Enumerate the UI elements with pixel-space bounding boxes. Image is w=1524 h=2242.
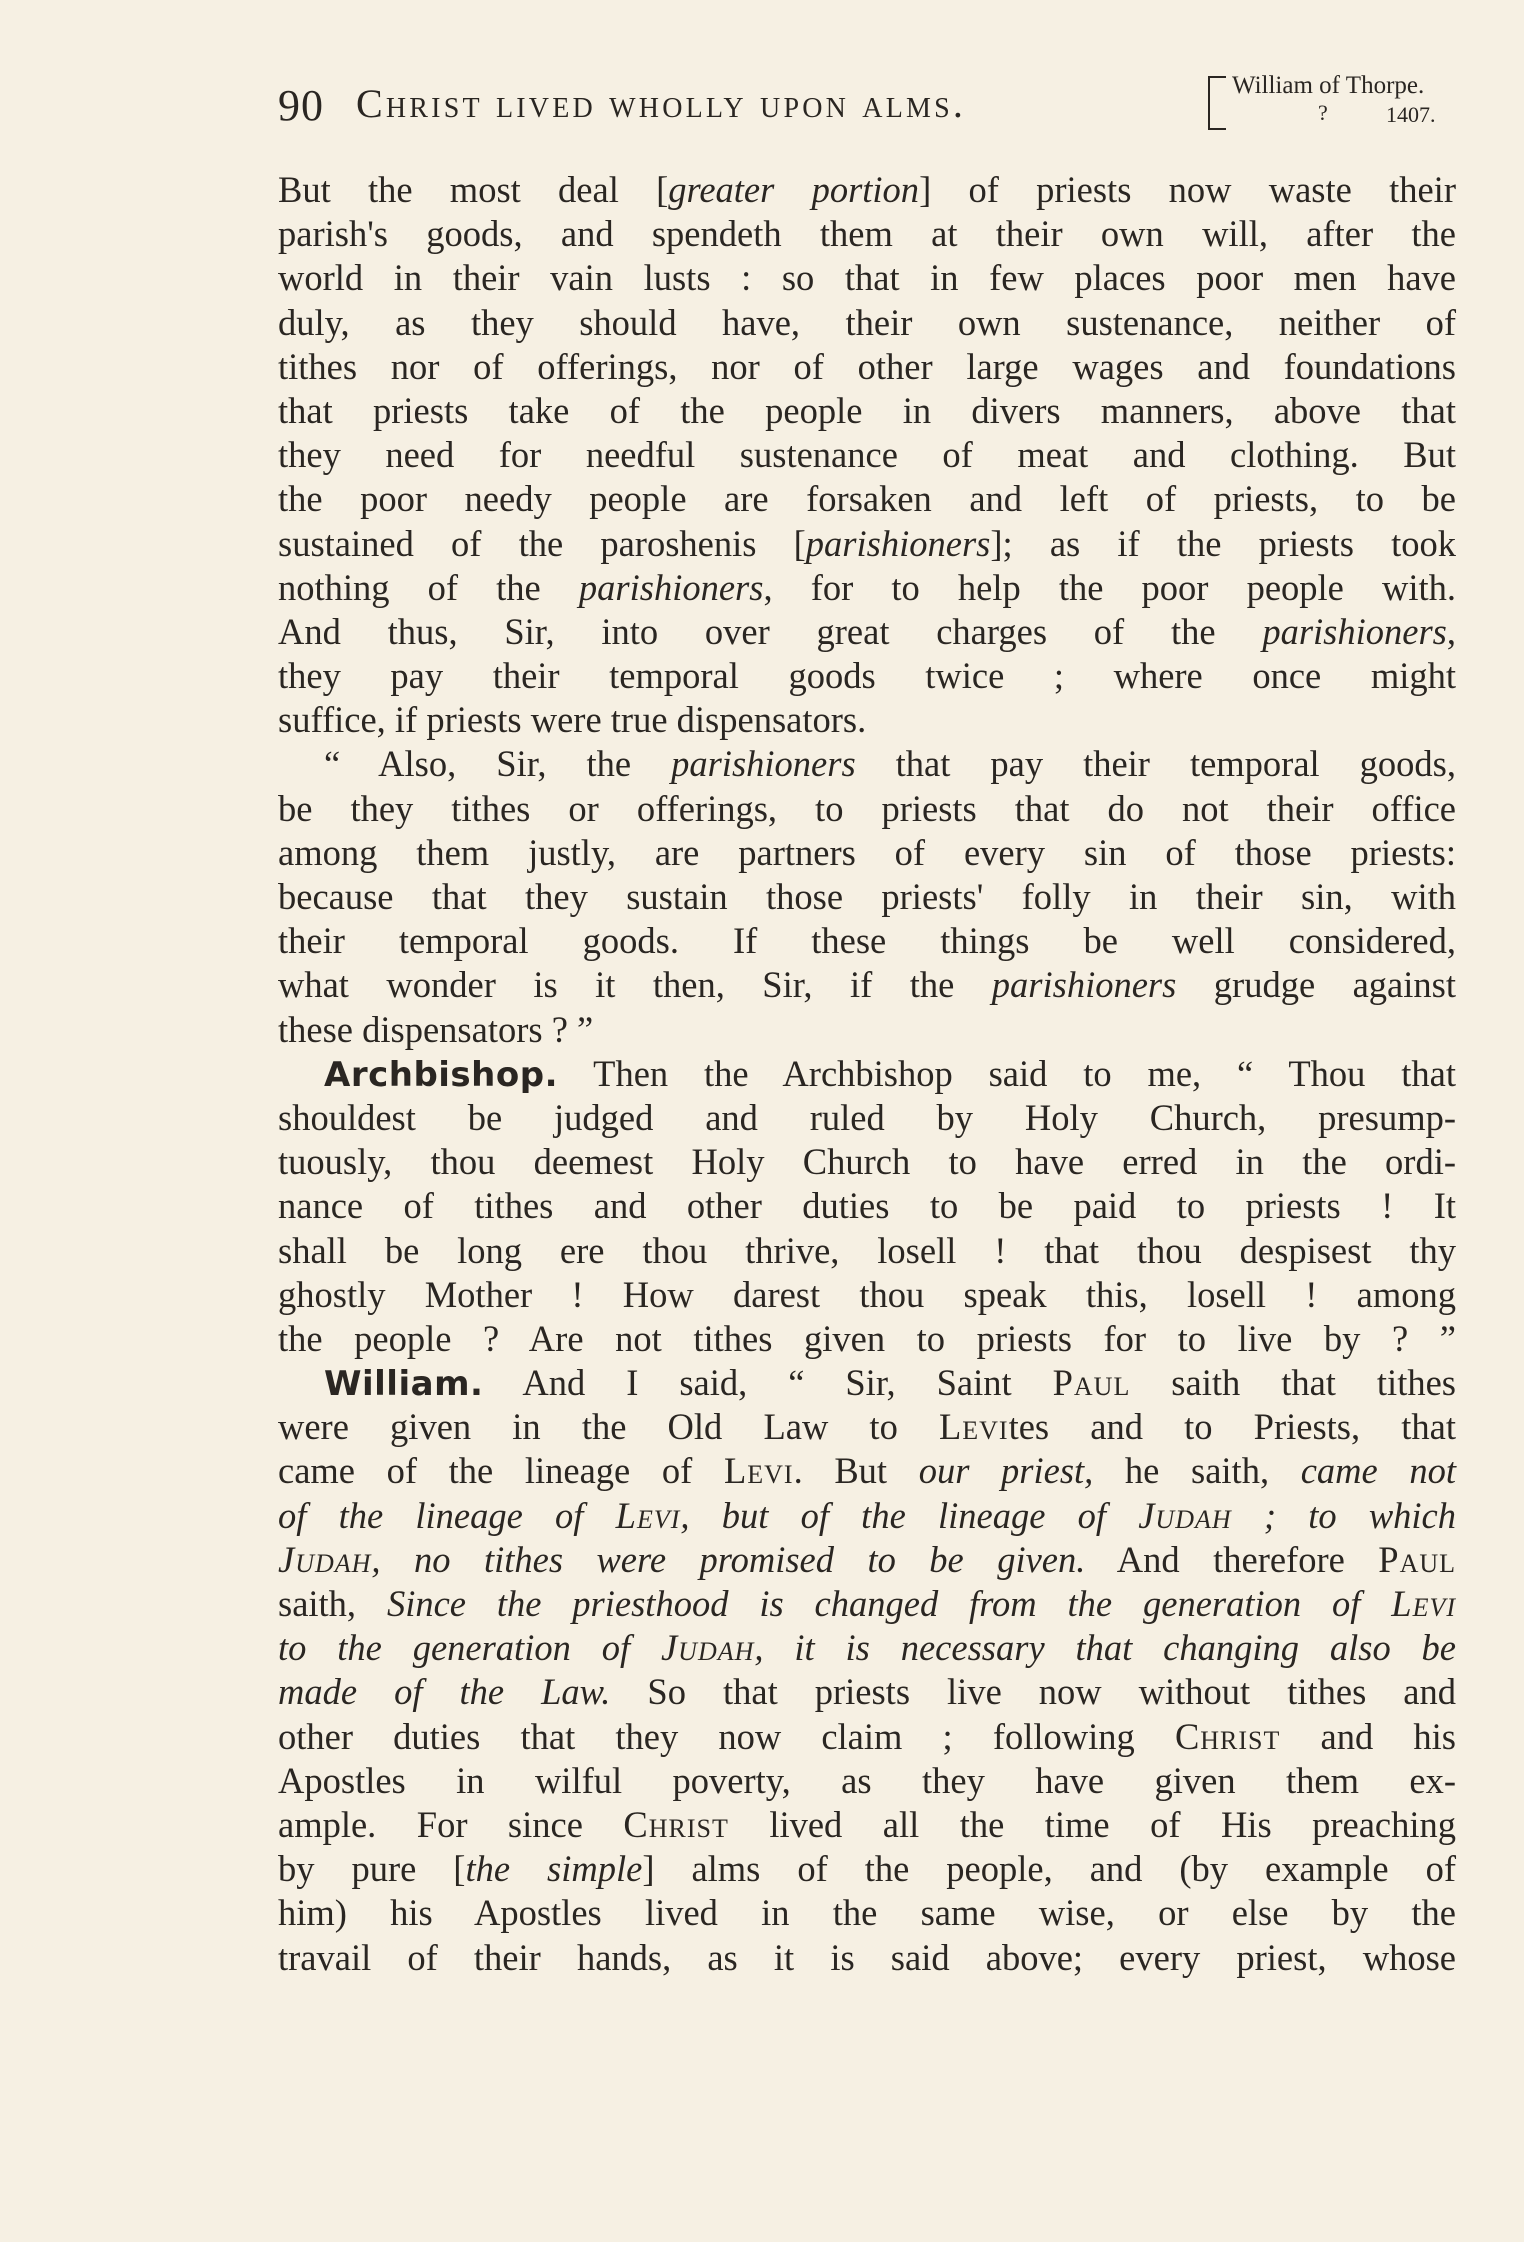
- text-line: “ Also, Sir, the parishioners that pay their temporal goods,: [324, 743, 1456, 785]
- text-line: suffice, if priests were true dispensators.: [278, 699, 867, 741]
- text-line: the poor needy people are forsaken and left of priests, to be: [278, 478, 1456, 520]
- text-line: ample. For since Christ lived all the time of His preaching: [278, 1803, 1456, 1845]
- text-line: tithes nor of offerings, nor of other large wages and foundations: [278, 345, 1456, 387]
- text-line: that priests take of the people in divers manners, above that: [278, 389, 1456, 431]
- text-line: the people ? Are not tithes given to priests for to live by ? ”: [278, 1317, 1456, 1359]
- text-line: Judah, no tithes were promised to be given. And therefore Paul: [278, 1538, 1457, 1580]
- side-note: [1208, 72, 1468, 132]
- text-line: world in their vain lusts : so that in few places poor men have: [278, 257, 1456, 299]
- text-line: nance of tithes and other duties to be paid to priests ! It: [278, 1185, 1456, 1227]
- text-line: ghostly Mother ! How darest thou speak this, losell ! among: [278, 1273, 1456, 1315]
- side-year: 1407.: [1386, 102, 1436, 127]
- text-line: Apostles in wilful poverty, as they have given them ex-: [278, 1759, 1456, 1801]
- running-head: [278, 72, 1468, 132]
- text-line: their temporal goods. If these things be well considered,: [278, 920, 1456, 962]
- text-line: parish's goods, and spendeth them at their own will, after the: [278, 213, 1456, 255]
- text-line: what wonder is it then, Sir, if the parishioners grudge against: [278, 964, 1456, 1006]
- text-line: these dispensators ? ”: [278, 1008, 594, 1050]
- text-line: But the most deal [greater portion] of priests now waste their: [278, 169, 1456, 210]
- text-line: they need for needful sustenance of meat and clothing. But: [278, 434, 1456, 476]
- text-line: by pure [the simple] alms of the people, and (by example of: [278, 1848, 1456, 1890]
- text-line: be they tithes or offerings, to priests that do not their office: [278, 787, 1456, 829]
- text-line: And thus, Sir, into over great charges of the parishioners,: [278, 610, 1456, 652]
- side-author: William of Thorpe.: [1232, 72, 1425, 99]
- side-qmark: ?: [1318, 100, 1328, 125]
- text-line: they pay their temporal goods twice ; where once might: [278, 655, 1456, 697]
- text-line: Archbishop. Then the Archbishop said to me, “ Thou that: [324, 1052, 1456, 1095]
- text-line: among them justly, are partners of every sin of those priests:: [278, 831, 1456, 873]
- text-line: shall be long ere thou thrive, losell ! that thou despisest thy: [278, 1229, 1456, 1271]
- page-number: 90: [278, 81, 324, 130]
- text-line: William. And I said, “ Sir, Saint Paul saith that tithes: [324, 1362, 1456, 1405]
- text-line: nothing of the parishioners, for to help the poor people with.: [278, 566, 1456, 608]
- text-line: tuously, thou deemest Holy Church to have erred in the ordi-: [278, 1141, 1456, 1183]
- text-line: made of the Law. So that priests live now without tithes and: [278, 1671, 1456, 1713]
- body-text: [278, 168, 1456, 1980]
- text-line: sustained of the paroshenis [parishioners]; as if the priests took: [278, 522, 1456, 564]
- text-line: duly, as they should have, their own sustenance, neither of: [278, 301, 1456, 343]
- text-line: him) his Apostles lived in the same wise, or else by the: [278, 1892, 1456, 1934]
- text-line: travail of their hands, as it is said above; every priest, whose: [278, 1936, 1456, 1978]
- text-line: of the lineage of Levi, but of the lineage of Judah ; to which: [278, 1494, 1457, 1536]
- text-line: because that they sustain those priests' folly in their sin, with: [278, 876, 1456, 917]
- text-line: saith, Since the priesthood is changed from the generation of Levi: [278, 1583, 1456, 1624]
- text-line: came of the lineage of Levi. But our priest, he saith, came not: [278, 1450, 1456, 1492]
- text-line: shouldest be judged and ruled by Holy Church, presump-: [278, 1096, 1456, 1138]
- side-bracket: [1208, 76, 1226, 130]
- text-line: other duties that they now claim ; following Christ and his: [278, 1715, 1456, 1757]
- running-title: Christ lived wholly upon alms.: [356, 81, 967, 126]
- text-line: to the generation of Judah, it is necessary that changing also be: [278, 1627, 1457, 1669]
- text-line: were given in the Old Law to Levites and to Priests, that: [278, 1406, 1456, 1448]
